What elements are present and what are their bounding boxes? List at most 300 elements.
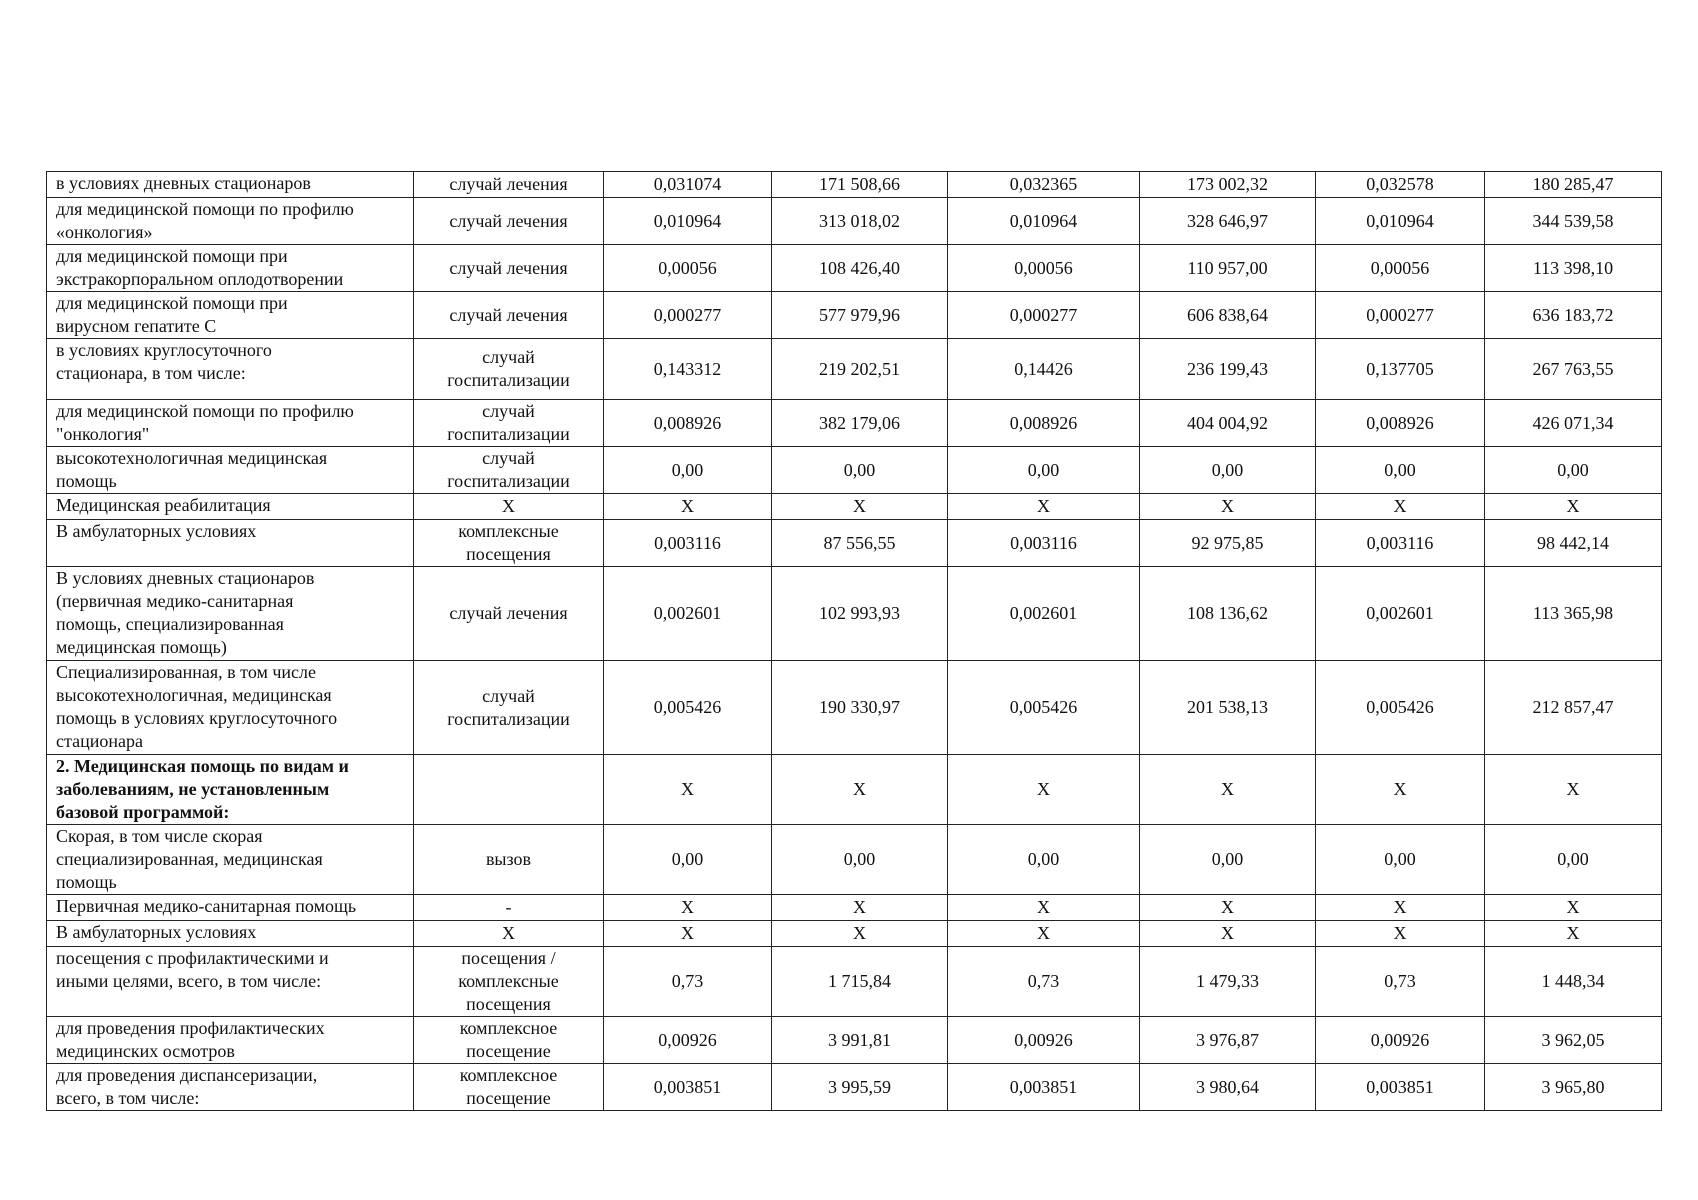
value-cell (1140, 172, 1316, 198)
value-cell (948, 567, 1140, 661)
value-cell (948, 825, 1140, 895)
value-cell (1140, 400, 1316, 447)
unit-cell (414, 755, 604, 825)
row-name: Специализированная, в том числе высокотехнологичная, медицинская помощь в условиях круглосуточного стационара (56, 662, 338, 751)
value-cell (1316, 1064, 1485, 1111)
row-name-cell (47, 494, 414, 520)
value-cell (1140, 292, 1316, 339)
value-cell (772, 339, 948, 400)
value: 87 556,55 (823, 532, 896, 553)
value-cell (1316, 755, 1485, 825)
value-cell (1485, 245, 1662, 292)
unit-of-measure: случай госпитализации (447, 401, 570, 444)
value-cell (1316, 198, 1485, 245)
value-cell (604, 520, 772, 567)
value: 0,002601 (1009, 603, 1078, 623)
unit-of-measure: посещения / комплексные посещения (458, 948, 559, 1014)
value-cell (772, 895, 948, 921)
value-cell (772, 494, 948, 520)
value-cell (1316, 520, 1485, 567)
unit-cell (414, 520, 604, 567)
unit-cell (414, 895, 604, 921)
value-cell (772, 245, 948, 292)
value: X (853, 779, 866, 799)
table-row (47, 400, 1662, 447)
value-cell (1316, 947, 1485, 1017)
row-name: 2. Медицинская помощь по видам и заболеваниям, не установленным базовой программой: (56, 756, 349, 822)
value: 0,00926 (1014, 1029, 1073, 1050)
table-row (47, 825, 1662, 895)
row-name: Скорая, в том числе скорая специализированная, медицинская помощь (56, 826, 323, 892)
value: 0,010964 (653, 210, 722, 231)
unit-of-measure: случай лечения (449, 174, 568, 194)
value-cell (948, 292, 1140, 339)
value-cell (1316, 494, 1485, 520)
value: 3 980,64 (1196, 1076, 1259, 1097)
value: X (681, 496, 694, 516)
value-cell (604, 895, 772, 921)
value: 267 763,55 (1532, 358, 1614, 379)
value: X (1393, 897, 1407, 917)
value-cell (604, 292, 772, 339)
row-name-cell (47, 1064, 414, 1111)
unit-cell (414, 245, 604, 292)
row-name: для проведения профилактических медицинских осмотров (56, 1018, 325, 1061)
value-cell (604, 198, 772, 245)
value: 0,002601 (1366, 603, 1434, 623)
value-cell (772, 1017, 948, 1064)
value-cell (604, 947, 772, 1017)
value: 236 199,43 (1187, 358, 1268, 379)
value: 201 538,13 (1187, 697, 1268, 717)
value-cell (772, 172, 948, 198)
value: X (1393, 496, 1407, 516)
value-cell (604, 1064, 772, 1111)
unit-cell (414, 825, 604, 895)
value-cell (1485, 198, 1662, 245)
row-name-cell (47, 339, 414, 400)
row-name: для медицинской помощи при вирусном гепатите С (56, 293, 288, 336)
row-name: Медицинская реабилитация (56, 495, 271, 515)
value-cell (604, 400, 772, 447)
table-row (47, 895, 1662, 921)
row-name-cell (47, 292, 414, 339)
value-cell (1316, 921, 1485, 947)
value-cell (948, 172, 1140, 198)
value-cell (948, 661, 1140, 755)
row-name: посещения с профилактическими и иными целями, всего, в том числе: (56, 948, 329, 991)
value: X (1037, 897, 1050, 917)
value: 108 136,62 (1187, 603, 1268, 623)
value-cell (1316, 825, 1485, 895)
value-cell (1485, 400, 1662, 447)
value: X (1566, 923, 1580, 943)
value-cell (1140, 245, 1316, 292)
value-cell (1140, 447, 1316, 494)
row-name: Первичная медико-санитарная помощь (56, 896, 357, 916)
value: 171 508,66 (819, 174, 900, 194)
value-cell (1140, 755, 1316, 825)
value-cell (948, 947, 1140, 1017)
value-cell (1485, 895, 1662, 921)
value-cell (1485, 567, 1662, 661)
unit-of-measure: случай госпитализации (447, 685, 570, 729)
value: X (681, 923, 694, 943)
row-name: В амбулаторных условиях (56, 922, 257, 942)
unit-cell (414, 661, 604, 755)
value: 0,000277 (1366, 304, 1434, 325)
value: 113 398,10 (1532, 257, 1614, 278)
unit-of-measure: случай лечения (449, 257, 568, 278)
value-cell (1485, 755, 1662, 825)
value: 0,00056 (1370, 257, 1430, 278)
value: 0,00 (1557, 849, 1589, 869)
value: X (1037, 496, 1050, 516)
value: X (1221, 923, 1234, 943)
value: 0,73 (1027, 971, 1060, 991)
value: 0,00 (1211, 459, 1244, 480)
unit-cell (414, 1017, 604, 1064)
value-cell (1316, 661, 1485, 755)
value-cell (1140, 567, 1316, 661)
row-name: для проведения диспансеризации, всего, в том числе: (56, 1065, 318, 1108)
value-cell (604, 921, 772, 947)
value-cell (1485, 494, 1662, 520)
row-name-cell (47, 1017, 414, 1064)
value-cell (772, 292, 948, 339)
row-name-cell (47, 520, 414, 567)
value: X (1221, 496, 1234, 516)
value: 0,00 (1211, 849, 1244, 869)
row-name-cell (47, 567, 414, 661)
value-cell (1485, 921, 1662, 947)
row-name: для медицинской помощи при экстракорпоральном оплодотворении (56, 246, 344, 289)
value: 0,003116 (654, 532, 721, 553)
table-row (47, 198, 1662, 245)
value-cell (1485, 292, 1662, 339)
value-cell (948, 520, 1140, 567)
row-name-cell (47, 921, 414, 947)
value: 0,00 (1027, 459, 1060, 480)
unit-of-measure: X (502, 496, 515, 516)
value-cell (1140, 921, 1316, 947)
row-name-cell (47, 198, 414, 245)
value-cell (1316, 245, 1485, 292)
unit-cell (414, 921, 604, 947)
value: X (1393, 779, 1407, 799)
value: 0,137705 (1366, 358, 1434, 379)
value: 636 183,72 (1532, 304, 1614, 325)
value-cell (772, 1064, 948, 1111)
value: 0,031074 (653, 174, 722, 194)
value-cell (772, 755, 948, 825)
value-cell (772, 921, 948, 947)
row-name: в условиях круглосуточного стационара, в том числе: (56, 340, 272, 383)
table-row (47, 245, 1662, 292)
value-cell (772, 567, 948, 661)
value-cell (1140, 947, 1316, 1017)
unit-of-measure: вызов (485, 849, 532, 869)
table-row (47, 947, 1662, 1017)
value: 3 976,87 (1196, 1029, 1259, 1050)
value: 0,00 (1027, 849, 1060, 869)
value: 0,008926 (1366, 412, 1434, 433)
value-cell (1316, 447, 1485, 494)
value: 426 071,34 (1532, 412, 1614, 433)
value: 577 979,96 (819, 304, 900, 325)
value-cell (1140, 661, 1316, 755)
unit-cell (414, 447, 604, 494)
unit-cell (414, 198, 604, 245)
table-row (47, 292, 1662, 339)
row-name: для медицинской помощи по профилю "онкология" (56, 401, 354, 444)
table-row (47, 339, 1662, 400)
row-name-cell (47, 895, 414, 921)
value: 0,003116 (1366, 532, 1434, 553)
table-row (47, 520, 1662, 567)
value-cell (1140, 339, 1316, 400)
value-cell (1485, 339, 1662, 400)
row-name: в условиях дневных стационаров (56, 173, 311, 193)
row-name-cell (47, 245, 414, 292)
unit-of-measure: случай лечения (449, 603, 568, 623)
unit-cell (414, 292, 604, 339)
value: 0,143312 (653, 358, 722, 379)
unit-cell (414, 400, 604, 447)
table-row (47, 661, 1662, 755)
value: X (1566, 496, 1580, 516)
value-cell (604, 567, 772, 661)
value: 180 285,47 (1532, 174, 1614, 194)
value-cell (948, 400, 1140, 447)
value: 212 857,47 (1532, 697, 1614, 717)
value: 0,003851 (653, 1076, 722, 1097)
unit-cell (414, 947, 604, 1017)
value: 0,00926 (1370, 1029, 1430, 1050)
value-cell (948, 198, 1140, 245)
value: 0,00 (843, 459, 876, 480)
value: 0,032578 (1366, 174, 1434, 194)
table-row (47, 921, 1662, 947)
value: 110 957,00 (1187, 257, 1268, 278)
value-cell (1485, 172, 1662, 198)
value-cell (948, 245, 1140, 292)
value: 0,002601 (653, 603, 722, 623)
unit-of-measure: - (505, 897, 512, 917)
value-cell (604, 447, 772, 494)
value: X (1393, 923, 1407, 943)
unit-cell (414, 494, 604, 520)
table-row (47, 1064, 1662, 1111)
value: 0,005426 (1366, 697, 1434, 717)
value: X (1566, 779, 1580, 799)
row-name: В амбулаторных условиях (56, 521, 257, 541)
value-cell (1140, 825, 1316, 895)
unit-of-measure: комплексные посещения (458, 521, 559, 564)
table-row (47, 494, 1662, 520)
value: 0,00926 (658, 1029, 717, 1050)
unit-cell (414, 172, 604, 198)
value-cell (1140, 520, 1316, 567)
value: 1 448,34 (1541, 971, 1605, 991)
value-cell (772, 947, 948, 1017)
value: 98 442,14 (1537, 532, 1609, 553)
value: 0,003116 (1010, 532, 1077, 553)
value: 0,00 (843, 849, 876, 869)
value-cell (1140, 1017, 1316, 1064)
value-cell (948, 494, 1140, 520)
value-cell (604, 494, 772, 520)
value: 0,032365 (1009, 174, 1078, 194)
value-cell (604, 339, 772, 400)
value-cell (1485, 947, 1662, 1017)
row-name-cell (47, 825, 414, 895)
value: 3 965,80 (1541, 1076, 1605, 1097)
value: X (681, 779, 694, 799)
value: 190 330,97 (819, 697, 900, 717)
value-cell (1140, 1064, 1316, 1111)
value-cell (604, 1017, 772, 1064)
value: 344 539,58 (1532, 210, 1614, 231)
value: 0,14426 (1014, 358, 1073, 379)
value-cell (1316, 339, 1485, 400)
value: 0,008926 (653, 412, 722, 433)
value: 108 426,40 (819, 257, 900, 278)
value: X (1566, 897, 1580, 917)
value-cell (772, 661, 948, 755)
medical-care-norms-table (46, 171, 1662, 1111)
value: X (853, 897, 866, 917)
value: 0,00 (671, 849, 704, 869)
value-cell (1316, 172, 1485, 198)
value-cell (948, 447, 1140, 494)
row-name-cell (47, 400, 414, 447)
value: 0,005426 (653, 697, 722, 717)
value: X (681, 897, 694, 917)
value-cell (772, 825, 948, 895)
row-name-cell (47, 447, 414, 494)
row-name: для медицинской помощи по профилю «онкология» (56, 199, 354, 242)
value-cell (1316, 895, 1485, 921)
value: X (1037, 779, 1050, 799)
value: 173 002,32 (1187, 174, 1268, 194)
value: 3 991,81 (828, 1029, 891, 1050)
value-cell (772, 520, 948, 567)
value: 0,008926 (1009, 412, 1078, 433)
unit-of-measure: случай лечения (449, 210, 568, 231)
unit-of-measure: X (502, 923, 515, 943)
unit-cell (414, 1064, 604, 1111)
value-cell (1485, 1017, 1662, 1064)
value: 113 365,98 (1532, 603, 1614, 623)
row-name-cell (47, 755, 414, 825)
value-cell (1485, 1064, 1662, 1111)
value: X (1221, 897, 1234, 917)
value: 313 018,02 (819, 210, 900, 231)
value: 0,000277 (653, 304, 722, 325)
row-name-cell (47, 947, 414, 1017)
value: 606 838,64 (1187, 304, 1268, 325)
value: 0,003851 (1009, 1076, 1078, 1097)
value-cell (1485, 825, 1662, 895)
unit-of-measure: случай госпитализации (447, 448, 570, 491)
value: X (853, 923, 866, 943)
value: 0,005426 (1009, 697, 1078, 717)
value-cell (772, 400, 948, 447)
unit-of-measure: комплексное посещение (459, 1018, 558, 1061)
unit-of-measure: случай госпитализации (447, 347, 570, 390)
value-cell (772, 447, 948, 494)
value: X (853, 496, 866, 516)
value: 328 646,97 (1187, 210, 1268, 231)
value-cell (1485, 661, 1662, 755)
value: 92 975,85 (1191, 532, 1264, 553)
value: 0,73 (1384, 971, 1416, 991)
value-cell (604, 661, 772, 755)
value: 382 179,06 (819, 412, 900, 433)
value-cell (1316, 567, 1485, 661)
row-name-cell (47, 661, 414, 755)
value-cell (1316, 400, 1485, 447)
value: 0,010964 (1366, 210, 1434, 231)
value: 0,000277 (1009, 304, 1078, 325)
value-cell (604, 825, 772, 895)
value: 1 479,33 (1196, 971, 1259, 991)
value-cell (604, 245, 772, 292)
value-cell (1485, 520, 1662, 567)
value: 3 962,05 (1541, 1029, 1605, 1050)
row-name-cell (47, 172, 414, 198)
value: 0,00056 (658, 257, 717, 278)
value: 0,00 (1384, 459, 1416, 480)
value: 0,73 (671, 971, 704, 991)
table-row (47, 1017, 1662, 1064)
value: X (1221, 779, 1234, 799)
value: 3 995,59 (828, 1076, 891, 1097)
value: X (1037, 923, 1050, 943)
value-cell (948, 1064, 1140, 1111)
row-name: В условиях дневных стационаров (первичная медико-санитарная помощь, специализированная медицинская помощь) (56, 568, 315, 657)
unit-cell (414, 339, 604, 400)
unit-of-measure: случай лечения (449, 304, 568, 325)
value: 219 202,51 (819, 358, 900, 379)
value: 0,010964 (1009, 210, 1078, 231)
value-cell (1485, 447, 1662, 494)
value-cell (948, 921, 1140, 947)
value-cell (1316, 292, 1485, 339)
unit-of-measure: комплексное посещение (459, 1065, 558, 1108)
value: 0,00 (671, 459, 704, 480)
table-row (47, 567, 1662, 661)
value: 0,00056 (1014, 257, 1073, 278)
value: 102 993,93 (819, 603, 900, 623)
unit-cell (414, 567, 604, 661)
table-row (47, 172, 1662, 198)
table-row (47, 447, 1662, 494)
value-cell (604, 755, 772, 825)
value-cell (604, 172, 772, 198)
value: 1 715,84 (828, 971, 891, 991)
table-row (47, 755, 1662, 825)
value-cell (1140, 494, 1316, 520)
value-cell (948, 339, 1140, 400)
value: 0,00 (1384, 849, 1416, 869)
value-cell (1316, 1017, 1485, 1064)
value-cell (1140, 895, 1316, 921)
table-body (47, 172, 1662, 1111)
value: 0,00 (1557, 459, 1589, 480)
value-cell (948, 755, 1140, 825)
